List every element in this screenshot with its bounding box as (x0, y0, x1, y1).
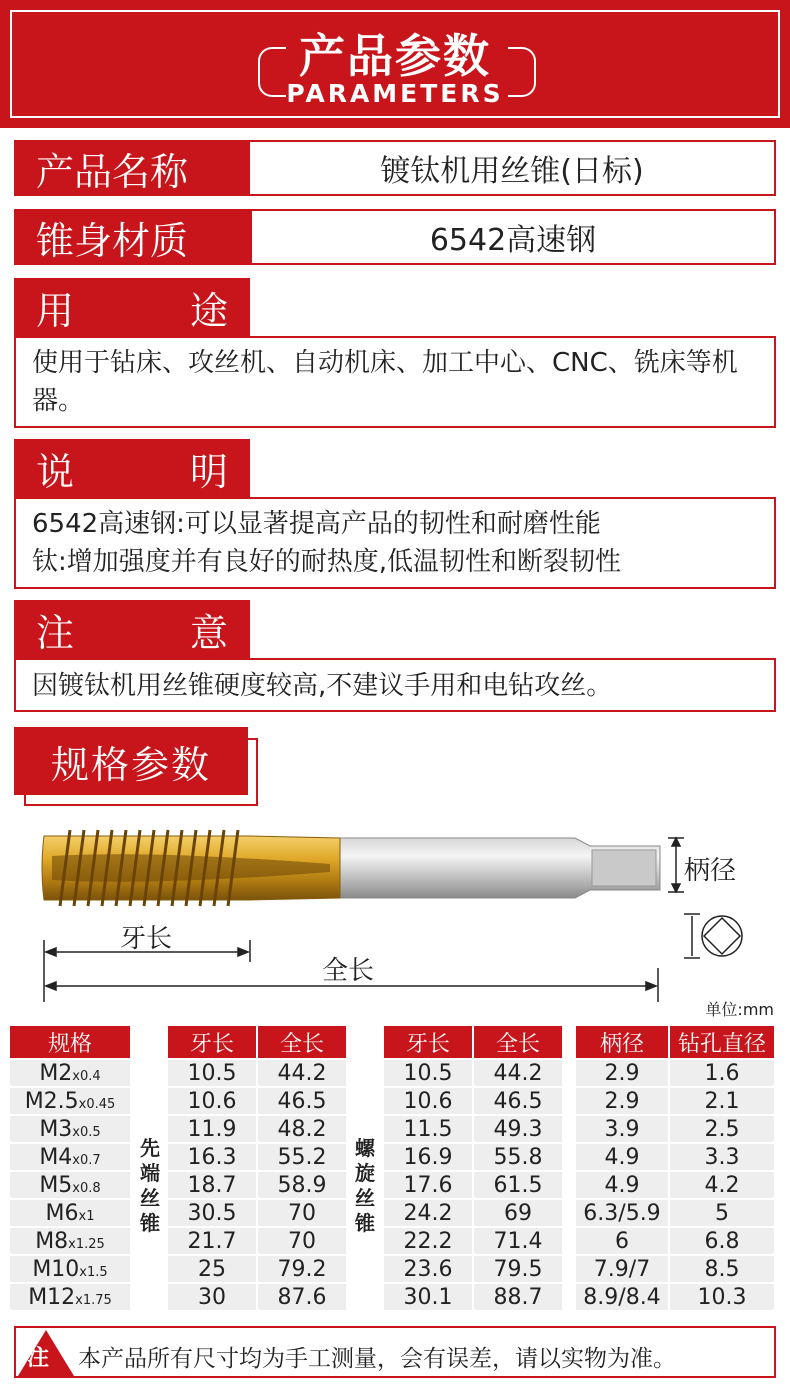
point-total-len-cell: 46.5 (258, 1088, 346, 1114)
shank-cell: 8.9/8.4 (576, 1284, 668, 1310)
table-row (10, 1088, 130, 1114)
drill-cell: 2.1 (670, 1088, 774, 1114)
table-row (576, 1060, 774, 1086)
shank-cell: 7.9/7 (576, 1256, 668, 1282)
table-row (168, 1116, 346, 1142)
usage-label-b: 途 (189, 288, 228, 333)
material-value: 6542高速钢 (250, 209, 776, 265)
point-total-len-cell: 58.9 (258, 1172, 346, 1198)
point-total-len-cell: 79.2 (258, 1256, 346, 1282)
drill-cell: 1.6 (670, 1060, 774, 1086)
note-text: 因镀钛机用丝锥硬度较高,不建议手用和电钻攻丝。 (14, 658, 776, 712)
point-thread-len-cell: 21.7 (168, 1228, 256, 1254)
usage-label (14, 278, 250, 336)
spec-size: M4 (39, 1144, 73, 1170)
usage-label-a: 用 (36, 288, 75, 333)
spec-cell (10, 1200, 130, 1226)
table-row (384, 1060, 562, 1086)
spiral-total-len-cell: 79.5 (474, 1256, 562, 1282)
drill-cell: 5 (670, 1200, 774, 1226)
point-tap-label: 先端丝锥 (140, 1136, 160, 1235)
table-row (384, 1228, 562, 1254)
table-row (168, 1088, 346, 1114)
point-tap-table (166, 1024, 348, 1312)
spiral-thread-len-cell: 10.6 (384, 1088, 472, 1114)
point-total-len-cell: 48.2 (258, 1116, 346, 1142)
spec-size: M12 (28, 1284, 76, 1310)
shank-cell: 2.9 (576, 1088, 668, 1114)
spec-pitch: x0.8 (72, 1180, 101, 1196)
spiral-thread-len-cell: 17.6 (384, 1172, 472, 1198)
spec-cell (10, 1088, 130, 1114)
spec-cell (10, 1144, 130, 1170)
point-total-len-cell: 87.6 (258, 1284, 346, 1310)
spec-pitch: x1 (78, 1208, 95, 1224)
point-thread-len-cell: 30.5 (168, 1200, 256, 1226)
spiral-total-len-header: 全长 (474, 1026, 562, 1058)
spiral-thread-len-cell: 16.9 (384, 1144, 472, 1170)
spiral-thread-len-cell: 30.1 (384, 1284, 472, 1310)
table-row (576, 1256, 774, 1282)
spiral-total-len-cell: 61.5 (474, 1172, 562, 1198)
spiral-total-len-cell: 49.3 (474, 1116, 562, 1142)
spec-pitch: x1.25 (68, 1236, 105, 1252)
spec-cell (10, 1256, 130, 1282)
spec-table (8, 1024, 132, 1312)
table-row (384, 1172, 562, 1198)
shank-dimension (668, 838, 684, 892)
spec-size: M3 (39, 1116, 73, 1142)
shank-drill-table (574, 1024, 776, 1312)
spec-size: M6 (45, 1200, 79, 1226)
point-thread-len-cell: 18.7 (168, 1172, 256, 1198)
usage-text: 使用于钻床、攻丝机、自动机床、加工中心、CNC、铣床等机器。 (14, 336, 776, 428)
note-label-a: 注 (36, 610, 75, 655)
spec-cell (10, 1060, 130, 1086)
spec-size: M2.5 (24, 1088, 79, 1114)
table-row (576, 1144, 774, 1170)
table-row (576, 1200, 774, 1226)
tap-square-end (592, 850, 656, 886)
spiral-tap-table (382, 1024, 564, 1312)
spec-cell (10, 1284, 130, 1310)
spec-cell (10, 1116, 130, 1142)
table-row (384, 1200, 562, 1226)
table-row (168, 1256, 346, 1282)
table-row (10, 1060, 130, 1086)
shank-header: 柄径 (576, 1026, 668, 1058)
table-row (10, 1116, 130, 1142)
shank-cell: 6 (576, 1228, 668, 1254)
unit-label: 单位:mm (705, 1000, 774, 1019)
spiral-total-len-cell: 88.7 (474, 1284, 562, 1310)
note-label-b: 意 (189, 610, 228, 655)
material-label: 锥身材质 (14, 209, 250, 265)
spec-size: M8 (35, 1228, 69, 1254)
table-row (168, 1200, 346, 1226)
drill-cell: 8.5 (670, 1256, 774, 1282)
point-thread-len-cell: 10.5 (168, 1060, 256, 1086)
spec-size: M2 (39, 1060, 73, 1086)
spiral-thread-len-cell: 23.6 (384, 1256, 472, 1282)
description-line-1: 6542高速钢:可以显著提高产品的韧性和耐磨性能 (32, 509, 601, 539)
table-row (384, 1284, 562, 1310)
tap-illustration (0, 820, 790, 1030)
tap-diagram (0, 820, 790, 1030)
header-subtitle: PARAMETERS (286, 79, 504, 108)
table-row (10, 1200, 130, 1226)
total-length-label: 全长 (322, 956, 375, 986)
spec-pitch: x0.4 (72, 1068, 101, 1084)
table-row (576, 1088, 774, 1114)
table-row (168, 1144, 346, 1170)
shank-cell: 6.3/5.9 (576, 1200, 668, 1226)
table-row (576, 1116, 774, 1142)
spec-cell (10, 1172, 130, 1198)
table-row (168, 1228, 346, 1254)
table-row (384, 1088, 562, 1114)
product-name-value: 镀钛机用丝锥(日标) (248, 140, 776, 196)
spiral-total-len-cell: 69 (474, 1200, 562, 1226)
table-row (168, 1060, 346, 1086)
spiral-thread-len-cell: 24.2 (384, 1200, 472, 1226)
table-row (576, 1172, 774, 1198)
tap-end-view (684, 914, 742, 958)
table-row (10, 1144, 130, 1170)
shank-cell: 3.9 (576, 1116, 668, 1142)
shank-cell: 4.9 (576, 1172, 668, 1198)
drill-cell: 10.3 (670, 1284, 774, 1310)
thread-length-label: 牙长 (120, 924, 173, 954)
spec-pitch: x0.45 (78, 1096, 116, 1112)
spec-cell (10, 1228, 130, 1254)
spiral-thread-len-cell: 11.5 (384, 1116, 472, 1142)
header-title: 产品参数 (299, 29, 491, 83)
table-row (168, 1172, 346, 1198)
table-row (10, 1284, 130, 1310)
description-line-2: 钛:增加强度并有良好的耐热度,低温韧性和断裂韧性 (32, 547, 622, 577)
description-label (14, 439, 250, 497)
table-row (10, 1256, 130, 1282)
spec-pitch: x1.5 (79, 1264, 108, 1280)
note-label (14, 600, 250, 658)
spiral-thread-len-cell: 10.5 (384, 1060, 472, 1086)
drill-header: 钻孔直径 (670, 1026, 774, 1058)
description-label-b: 明 (189, 449, 228, 494)
table-row (384, 1144, 562, 1170)
table-row (576, 1228, 774, 1254)
spec-pitch: x0.5 (72, 1124, 101, 1140)
spiral-thread-len-cell: 22.2 (384, 1228, 472, 1254)
footer-text: 本产品所有尺寸均为手工测量，会有误差，请以实物为准。 (78, 1346, 676, 1372)
point-total-len-cell: 44.2 (258, 1060, 346, 1086)
point-total-len-cell: 70 (258, 1228, 346, 1254)
description-block (14, 497, 776, 589)
spec-pitch: x0.7 (72, 1152, 101, 1168)
product-name-label: 产品名称 (14, 140, 248, 196)
footer-note-mark: 注 (27, 1346, 50, 1371)
table-row (576, 1284, 774, 1310)
point-total-len-cell: 55.2 (258, 1144, 346, 1170)
point-thread-len-cell: 11.9 (168, 1116, 256, 1142)
spiral-thread-len-header: 牙长 (384, 1026, 472, 1058)
spiral-total-len-cell: 44.2 (474, 1060, 562, 1086)
drill-cell: 2.5 (670, 1116, 774, 1142)
table-row (384, 1116, 562, 1142)
spec-size: M5 (39, 1172, 73, 1198)
description-label-a: 说 (36, 449, 75, 494)
spec-header: 规格 (10, 1026, 130, 1058)
spiral-tap-label: 螺旋丝锥 (355, 1136, 375, 1235)
drill-cell: 3.3 (670, 1144, 774, 1170)
table-row (168, 1284, 346, 1310)
point-total-len-cell: 70 (258, 1200, 346, 1226)
table-row (10, 1228, 130, 1254)
point-thread-len-cell: 25 (168, 1256, 256, 1282)
point-thread-len-header: 牙长 (168, 1026, 256, 1058)
header-banner (0, 0, 790, 128)
shank-diameter-label: 柄径 (684, 856, 737, 886)
point-total-len-header: 全长 (258, 1026, 346, 1058)
drill-cell: 4.2 (670, 1172, 774, 1198)
spiral-total-len-cell: 46.5 (474, 1088, 562, 1114)
table-row (384, 1256, 562, 1282)
point-thread-len-cell: 16.3 (168, 1144, 256, 1170)
table-row (10, 1172, 130, 1198)
shank-cell: 2.9 (576, 1060, 668, 1086)
spec-pitch: x1.75 (75, 1292, 112, 1308)
drill-cell: 6.8 (670, 1228, 774, 1254)
point-thread-len-cell: 30 (168, 1284, 256, 1310)
spiral-total-len-cell: 71.4 (474, 1228, 562, 1254)
point-thread-len-cell: 10.6 (168, 1088, 256, 1114)
shank-cell: 4.9 (576, 1144, 668, 1170)
spec-size: M10 (32, 1256, 80, 1282)
spec-title: 规格参数 (14, 727, 248, 795)
spiral-total-len-cell: 55.8 (474, 1144, 562, 1170)
